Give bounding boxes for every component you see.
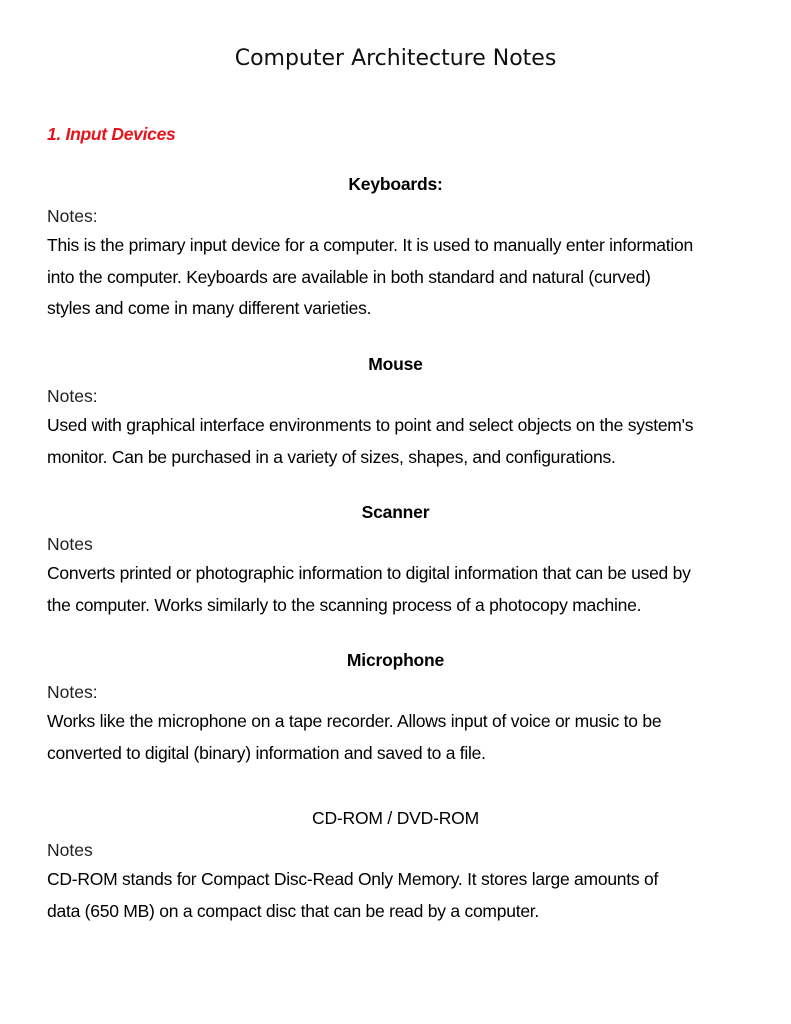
notes-label: Notes bbox=[47, 534, 93, 554]
notes-label: Notes: bbox=[47, 386, 98, 406]
topic-title: Keyboards: bbox=[348, 174, 443, 194]
notes-label: Notes bbox=[47, 840, 93, 860]
document-title: Computer Architecture Notes bbox=[234, 46, 557, 71]
notes-body: Converts printed or photographic information to digital information that can be used by the computer. Works similarly to the scanning process of a photocopy machine. bbox=[47, 563, 691, 615]
notes-body: This is the primary input device for a computer. It is used to manually enter information into the computer. Keyboards are available in both standard and natural (curved) styles and come in many different varieties. bbox=[47, 235, 693, 318]
notes-body: Used with graphical interface environments to point and select objects on the system's monitor. Can be purchased in a variety of sizes, shapes, and configurations. bbox=[47, 415, 694, 467]
topic-title: CD-ROM / DVD-ROM bbox=[312, 808, 479, 828]
notes-body: CD-ROM stands for Compact Disc-Read Only Memory. It stores large amounts of data (650 MB) on a compact disc that can be read by a computer. bbox=[47, 869, 659, 921]
topic-title: Mouse bbox=[368, 354, 423, 374]
topic-title: Scanner bbox=[361, 502, 430, 522]
section-heading: 1. Input Devices bbox=[47, 124, 176, 144]
notes-label: Notes: bbox=[47, 682, 98, 702]
notes-body: Works like the microphone on a tape recorder. Allows input of voice or music to be converted to digital (binary) information and saved to a file. bbox=[47, 711, 662, 763]
topic-title: Microphone bbox=[346, 650, 445, 670]
notes-label: Notes: bbox=[47, 206, 98, 226]
